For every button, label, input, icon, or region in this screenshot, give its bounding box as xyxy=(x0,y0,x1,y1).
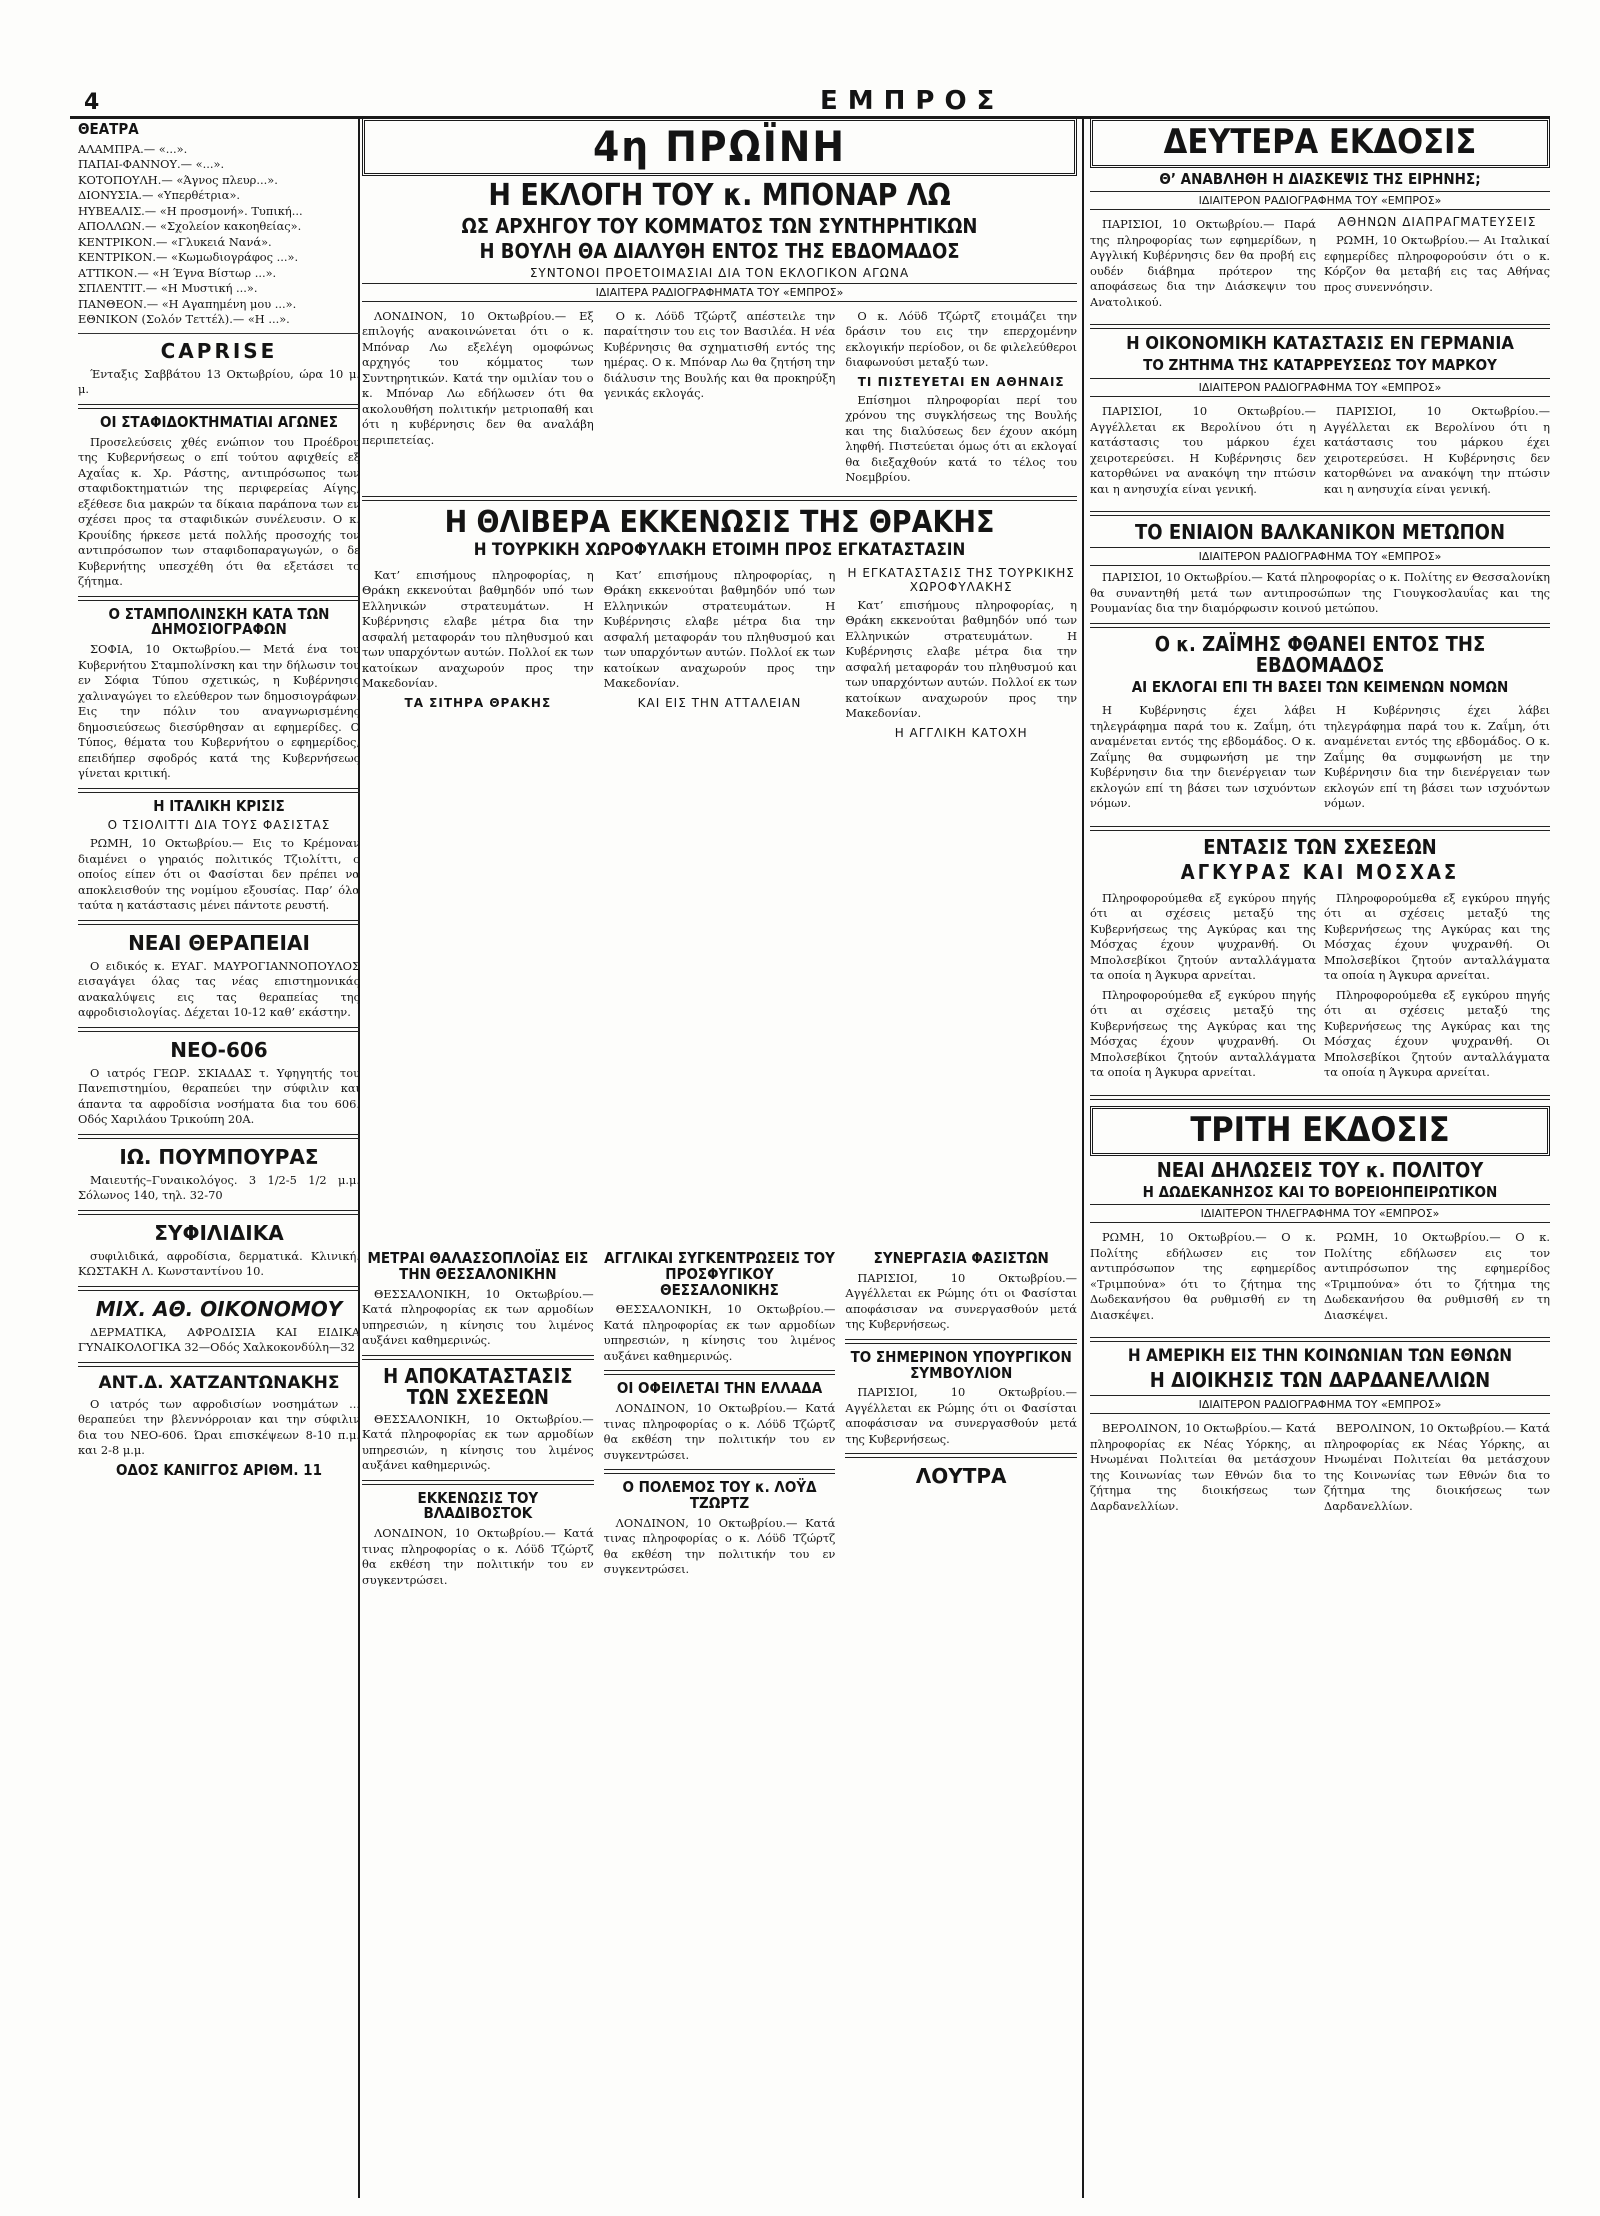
article-columns xyxy=(362,305,1077,490)
article-body: ΡΩΜΗ, 10 Οκτωβρίου.— Αι Ιταλικαί εφημερίδες πληροφορούσιν ότι ο κ. Κόρζον θα μεταβή εις τας Αθήνας προς συνεννόησιν. xyxy=(1324,233,1550,294)
article-heading: ΟΙ ΟΦΕΙΛΕΤΑΙ ΤΗΝ ΕΛΛΑΔΑ xyxy=(616,1379,823,1398)
page-number: 4 xyxy=(84,90,100,115)
article-body-col xyxy=(1324,213,1550,318)
article-heading: ΤΟ ΣΗΜΕΡΙΝΟΝ ΥΠΟΥΡΓΙΚΟΝ ΣΥΜΒΟΥΛΙΟΝ xyxy=(850,1347,1072,1382)
headline: Η ΘΛΙΒΕΡΑ ΕΚΚΕΝΩΣΙΣ ΤΗΣ ΘΡΑΚΗΣ xyxy=(444,504,995,540)
section-title: 4η ΠΡΩΪΝΗ xyxy=(592,122,847,171)
list-item: ΑΛΑΜΠΡΑ.— «...». xyxy=(78,141,188,156)
article-body: Η Κυβέρνησις έχει λάβει τηλεγράφημα παρά του κ. Ζαΐμη, ότι αναμένεται εντός της εβδομάδος. Ο κ. Ζαΐμης θα συμφωνήση με την Κυβέρνησιν δια την διενέργειαν των εκλογών επί τη βάσει των ισχυόντων νόμων. xyxy=(1324,703,1550,811)
article-heading: ΟΙ ΣΤΑΦΙΔΟΚΤΗΜΑΤΙΑΙ ΑΓΩΝΕΣ xyxy=(100,412,338,431)
article-heading: ΜΕΤΡΑΙ ΘΑΛΑΣΣΟΠΛΟΪΑΣ ΕΙΣ ΤΗΝ ΘΕΣΣΑΛΟΝΙΚΗΝ xyxy=(367,1249,589,1283)
section-banner xyxy=(1090,118,1550,168)
ad-text: Ο ειδικός κ. ΕΥΑΓ. ΜΑΥΡΟΓΙΑΝΝΟΠΟΥΛΟΣ εισαγάγει όλας τας νέας επιστημονικάς ανακαλύψεις εις τας θεραπείας της αφροδισιολογίας. Δέχεται 10-12 καθ’ εκάστην. xyxy=(78,958,360,1020)
article-col xyxy=(604,1247,836,1592)
ad-heading: ΝΕΟ-606 xyxy=(170,1037,268,1062)
article-body: ΠΑΡΙΣΙΟΙ, 10 Οκτωβρίου.— Παρά της πληροφορίας των εφημερίδων, η Αγγλική Κυβέρνησις δεν θα προβή εις ουδέν διάβημα πρότερον της αποφάσεως δια την Διάσκεψιν του Ανατολικού. xyxy=(1090,217,1316,309)
article-body: ΛΟΝΔΙΝΟΝ, 10 Οκτωβρίου.— Κατά τινας πληροφορίας ο κ. Λόϋδ Τζώρτζ θα εκθέση την πολιτικήν του εν συγκεντρώσει. xyxy=(603,1401,836,1462)
article-body: Επίσημοι πληροφορίαι περί του χρόνου της συγκλήσεως της Βουλής και της διαλύσεως δεν έχουν ακόμη ληφθή. Πιστεύεται όμως ότι αι εκλογαί θα διεξαχθούν κατά το τέλος του Νοεμβρίου. xyxy=(845,392,1077,485)
article-heading: Ο ΠΟΛΕΜΟΣ ΤΟΥ κ. ΛΟΫΔ ΤΖΩΡΤΖ xyxy=(622,1478,817,1512)
article-heading: ΣΥΝΕΡΓΑΣΙΑ ΦΑΣΙΣΤΩΝ xyxy=(873,1249,1049,1267)
article-body: ΛΟΝΔΙΝΟΝ, 10 Οκτωβρίου.— Κατά τινας πληροφορίας ο κ. Λόϋδ Τζώρτζ θα εκθέση την πολιτικήν του εν συγκεντρώσει. xyxy=(603,1515,836,1576)
article-subheading: Η ΔΩΔΕΚΑΝΗΣΟΣ ΚΑΙ ΤΟ ΒΟΡΕΙΟΗΠΕΙΡΩΤΙΚΟΝ xyxy=(1142,1182,1498,1201)
article-body: ΛΟΝΔΙΝΟΝ, 10 Οκτωβρίου.— Εξ επιλογής ανακοινώνεται ότι ο κ. Μπόναρ Λω εξελέγη ομοφώνως αρχηγός του κόμματος των Συντηρητικών. Κατά την ομιλίαν του ο κ. Μπόναρ Λω εδήλωσεν ότι θα ακολουθήση πολιτικήν μετριοπαθή και ότι η κυβέρνησις δεν θα αναλάβη περιπετείας. xyxy=(362,308,594,447)
ad-heading: ΣΥΦΙΛΙΔΙΚΑ xyxy=(154,1220,284,1245)
article-subheading: ΤΑ ΣΙΤΗΡΑ ΘΡΑΚΗΣ xyxy=(404,695,552,710)
article-body: ΡΩΜΗ, 10 Οκτωβρίου.— Εις το Κρέμοναν διαμένει ο γηραιός πολιτικός Τζιολίττι, ο οποίος είπεν ότι οι Φασίσται δεν πρέπει να αποκλεισθούν της νομίμου εξουσίας. Παρ’ όλα ταύτα η κατάστασις μένει πάντοτε ρευστή. xyxy=(78,836,360,913)
article-body: Κατ’ επισήμους πληροφορίας, η Θράκη εκκενούται βαθμηδόν υπό των Ελληνικών στρατευμάτων. Η Κυβέρνησις ελαβε μέτρα δια την ασφαλή μεταφοράν του πληθυσμού και των υπαρχόντων αυτών. Πολλοί εκ των κατοίκων αναχωρούν προς την Μακεδονίαν. xyxy=(845,597,1077,721)
section-banner xyxy=(362,118,1077,176)
article-body: ΒΕΡΟΛΙΝΟΝ, 10 Οκτωβρίου.— Κατά πληροφορίας εκ Νέας Υόρκης, αι Ηνωμέναι Πολιτείαι θα μετάσχουν της Κοινωνίας των Εθνών δια το ζήτημα της διοικήσεως των Δαρδανελλίων. xyxy=(1324,1421,1550,1513)
ad-heading: ΝΕΑΙ ΘΕΡΑΠΕΙΑΙ xyxy=(128,930,310,955)
headline-sub: Η ΒΟΥΛΗ ΘΑ ΔΙΑΛΥΘΗ ΕΝΤΟΣ ΤΗΣ ΕΒΔΟΜΑΔΟΣ xyxy=(479,238,960,263)
article-columns xyxy=(1090,1417,1550,1522)
left-column xyxy=(78,118,360,2198)
list-item: ΑΠΟΛΛΩΝ.— «Σχολείον κακοηθείας». xyxy=(78,219,302,234)
list-item: ΑΤΤΙΚΟΝ.— «Η Έγνα Βίστωρ ...». xyxy=(78,265,277,280)
article-body: ΠΑΡΙΣΙΟΙ, 10 Οκτωβρίου.— Κατά πληροφορίας ο κ. Πολίτης εν Θεσσαλονίκη θα συναντηθή μετά των αντιπροσώπων της Γιουγκοσλαυΐας και της Ρουμανίας δια την διαμόρφωσιν κοινού μετώπου. xyxy=(1090,570,1550,616)
caprise-heading: CAPRISE xyxy=(160,338,278,363)
ad-text: Ο ιατρός των αφροδισίων νοσημάτων ... θεραπεύει την βλεννόρροιαν και την σύφιλιν δια του ΝΕΟ-606. Ώραι επισκέψεων 8-10 π.μ. και 2-8 μ.μ. xyxy=(78,1396,360,1458)
article-subheading: ΑΘΗΝΩΝ ΔΙΑΠΡΑΓΜΑΤΕΥΣΕΙΣ xyxy=(1337,215,1537,230)
article-body: ΡΩΜΗ, 10 Οκτωβρίου.— Ο κ. Πολίτης εδήλωσεν εις τον αντιπρόσωπον της εφημερίδος «Τριμπούνα» ότι το ζήτημα της Δωδεκανήσου θα ρυθμισθή εν τη Διασκέψει. xyxy=(1324,1230,1550,1322)
article-body: ΛΟΝΔΙΝΟΝ, 10 Οκτωβρίου.— Κατά τινας πληροφορίας ο κ. Λόϋδ Τζώρτζ θα εκθέση την πολιτικήν του εν συγκεντρώσει. xyxy=(362,1526,594,1587)
section-banner xyxy=(1090,1106,1550,1156)
article-columns xyxy=(362,564,1077,742)
article-body: Πληροφορούμεθα εξ εγκύρου πηγής ότι αι σχέσεις μεταξύ της Κυβερνήσεως της Αγκύρας και της Μόσχας έχουν ψυχρανθή. Οι Μπολσεβίκοι ζητούν ανταλλάγματα τα οποία η Άγκυρα αρνείται. Πληροφορούμεθα εξ εγκύρου πηγής ότι αι σχέσεις μεταξύ της Κυβερνήσεως της Αγκύρας και της Μόσχας έχουν ψυχρανθή. Οι Μπολσεβίκοι ζητούν ανταλλάγματα τα οποία η Άγκυρα αρνείται. xyxy=(1090,890,1316,1080)
article-body: Η Κυβέρνησις έχει λάβει τηλεγράφημα παρά του κ. Ζαΐμη, ότι αναμένεται εντός της εβδομάδος. Ο κ. Ζαΐμης θα συμφωνήση με την Κυβέρνησιν δια την διενέργειαν των εκλογών επί τη βάσει των ισχυόντων νόμων. xyxy=(1090,703,1316,811)
list-item: ΚΕΝΤΡΙΚΟΝ.— «Γλυκειά Νανά». xyxy=(78,234,272,249)
article-body: Ο κ. Λόϋδ Τζώρτζ απέστειλε την παραίτησιν του εις τον Βασιλέα. Η νέα Κυβέρνησις θα σχηματισθή εντός της ημέρας. Ο κ. Μπόναρ Λω θα ζητήση την διάλυσιν της Βουλής και θα προκηρύξη γενικάς εκλογάς. xyxy=(603,308,836,401)
article-columns xyxy=(1090,699,1550,820)
kicker: ΙΔΙΑΙΤΕΡΟΝ ΡΑΔΙΟΓΡΑΦΗΜΑ ΤΟΥ «ΕΜΠΡΟΣ» xyxy=(1090,1395,1550,1414)
article-body: ΠΑΡΙΣΙΟΙ, 10 Οκτωβρίου.— Αγγέλλεται εκ Ρώμης ότι οι Φασίσται αποφάσισαν να συνεργασθούν μετά της Κυβερνήσεως. xyxy=(845,1270,1077,1332)
article-heading: Θ’ ΑΝΑΒΛΗΘΗ Η ΔΙΑΣΚΕΨΙΣ ΤΗΣ ΕΙΡΗΝΗΣ; xyxy=(1159,169,1481,188)
article-columns xyxy=(1090,213,1550,318)
article-body-col xyxy=(845,564,1077,742)
article-body: ΘΕΣΣΑΛΟΝΙΚΗ, 10 Οκτωβρίου.— Κατά πληροφορίας εκ των αρμοδίων υπηρεσιών, η κίνησις του λιμένος αυξάνει καθημερινώς. xyxy=(603,1302,836,1363)
headline-sub: Η ΤΟΥΡΚΙΚΗ ΧΩΡΟΦΥΛΑΚΗ ΕΤΟΙΜΗ ΠΡΟΣ ΕΓΚΑΤΑΣΤΑΣΙΝ xyxy=(473,540,966,561)
article-body: ΘΕΣΣΑΛΟΝΙΚΗ, 10 Οκτωβρίου.— Κατά πληροφορίας εκ των αρμοδίων υπηρεσιών, η κίνησις του λιμένος αυξάνει καθημερινώς. xyxy=(362,1411,594,1472)
paper-name: ΕΜΠΡΟΣ xyxy=(820,86,1005,116)
list-item: ΠΑΠΑΙ-ΦΑΝΝΟΥ.— «...». xyxy=(78,157,225,172)
article-columns xyxy=(1090,400,1550,505)
article-body: Προσελεύσεις χθές ενώπιον του Προέδρου της Κυβερνήσεως ο επί τούτου αφιχθείς εξ Αχαΐας κ. Χρ. Ράστης, αντιπρόσωπος των σταφιδοκτηματιών της περιφερείας Αίγης, εξέθεσε δια μακρών τα δίκαια παράπονα των εν σχέσει προς τα σταφιδικών συνέλευσιν. Ο κ. Κρουίδης ήρκεσε μετά πολλής προσοχής τον αντιπρόσωπον των σταφιδοπαραγωγών, ο δε Κυβερνήτης υπεσχέθη ότι θα εξετάσει το ζήτημα. xyxy=(78,434,360,588)
article-body: Κατ’ επισήμους πληροφορίας, η Θράκη εκκενούται βαθμηδόν υπό των Ελληνικών στρατευμάτων. Η Κυβέρνησις ελαβε μέτρα δια την ασφαλή μεταφοράν του πληθυσμού και των υπαρχόντων αυτών. Πολλοί εκ των κατοίκων αναχωρούν προς την Μακεδονίαν. ΚΑΙ ΕΙΣ ΤΗΝ ΑΤΤΑΛΕΙΑΝ xyxy=(603,567,836,710)
article-heading: Ο ΣΤΑΜΠΟΛΙΝΣΚΗ ΚΑΤΑ ΤΩΝ ΔΗΜΟΣΙΟΓΡΑΦΩΝ xyxy=(108,604,330,639)
article-subheading: Ο ΤΣΙΟΛΙΤΤΙ ΔΙΑ ΤΟΥΣ ΦΑΣΙΣΤΑΣ xyxy=(107,818,331,833)
article-columns xyxy=(1090,1226,1550,1331)
section-title: ΤΡΙΤΗ ΕΚΔΟΣΙΣ xyxy=(1190,1109,1450,1150)
article-subheading: ΚΑΙ ΕΙΣ ΤΗΝ ΑΤΤΑΛΕΙΑΝ xyxy=(637,695,802,710)
article-heading: Η ΑΠΟΚΑΤΑΣΤΑΣΙΣ ΤΩΝ ΣΧΕΣΕΩΝ xyxy=(383,1363,573,1409)
article-col xyxy=(845,1247,1077,1592)
article-body: ΠΑΡΙΣΙΟΙ, 10 Οκτωβρίου.— Αγγέλλεται εκ Ρώμης ότι οι Φασίσται αποφάσισαν να συνεργασθούν μετά της Κυβερνήσεως. xyxy=(845,1385,1077,1446)
ad-text: Μαιευτής–Γυναικολόγος. 3 1/2-5 1/2 μ.μ. Σόλωνος 140, τηλ. 32-70 xyxy=(78,1172,360,1203)
article-body: Ο κ. Λόϋδ Τζώρτζ ετοιμάζει την δράσιν του εις την επερχομένην εκλογικήν περίοδον, οι δε φιλελεύθεροι διαφωνούσι μεταξύ των. xyxy=(845,308,1077,370)
list-item: ΗΥΒΕΑΛΙΣ.— «Η προσμονή». Τυπική... xyxy=(78,203,303,218)
center-column xyxy=(362,118,1077,1243)
list-item: ΠΑΝΘΕΟΝ.— «Η Αγαπημένη μου ...». xyxy=(78,296,297,311)
article-heading: ΤΟ ΕΝΙΑΙΟΝ ΒΑΛΚΑΝΙΚΟΝ ΜΕΤΩΠΟΝ xyxy=(1134,520,1506,545)
list-item: ΕΘΝΙΚΟΝ (Σολόν Τεττέλ).— «Η ...». xyxy=(78,312,290,327)
list-item: ΔΙΟΝΥΣΙΑ.— «Υπερθέτρια». xyxy=(78,188,241,203)
caprise-text: Ένταξις Σαββάτου 13 Οκτωβρίου, ώρα 10 μ. μ. xyxy=(78,366,360,397)
article-heading: Η ΑΜΕΡΙΚΗ ΕΙΣ ΤΗΝ ΚΟΙΝΩΝΙΑΝ ΤΩΝ ΕΘΝΩΝ xyxy=(1127,1346,1513,1367)
ad-heading: ΛΟΥΤΡΑ xyxy=(915,1464,1007,1489)
article-heading: ΑΓΓΛΙΚΑΙ ΣΥΓΚΕΝΤΡΩΣΕΙΣ ΤΟΥ ΠΡΟΣΦΥΓΙΚΟΥ ΘΕΣΣΑΛΟΝΙΚΗΣ xyxy=(604,1249,835,1299)
article-subheading: ΑΙ ΕΚΛΟΓΑΙ ΕΠΙ ΤΗ ΒΑΣΕΙ ΤΩΝ ΚΕΙΜΕΝΩΝ ΝΟΜΩΝ xyxy=(1131,677,1509,696)
article-heading: Η ΙΤΑΛΙΚΗ ΚΡΙΣΙΣ xyxy=(153,796,285,815)
kicker: ΙΔΙΑΙΤΕΡΟΝ ΡΑΔΙΟΓΡΑΦΗΜΑ ΤΟΥ «ΕΜΠΡΟΣ» xyxy=(1090,547,1550,566)
headline-deck: ΣΥΝΤΟΝΟΙ ΠΡΟΕΤΟΙΜΑΣΙΑΙ ΔΙΑ ΤΟΝ ΕΚΛΟΓΙΚΟΝ ΑΓΩΝΑ xyxy=(529,265,910,280)
article-heading: ΕΚΚΕΝΩΣΙΣ ΤΟΥ ΒΛΑΔΙΒΟΣΤΟΚ xyxy=(417,1488,539,1523)
masthead xyxy=(70,86,1550,120)
ad-heading: ΙΩ. ΠΟΥΜΠΟΥΡΑΣ xyxy=(119,1144,319,1169)
headline-sub: ΩΣ ΑΡΧΗΓΟΥ ΤΟΥ ΚΟΜΜΑΤΟΣ ΤΩΝ ΣΥΝΤΗΡΗΤΙΚΩΝ xyxy=(461,213,978,238)
article-columns xyxy=(362,1247,1077,1592)
right-column xyxy=(1090,118,1550,2198)
article-body: ΣΟΦΙΑ, 10 Οκτωβρίου.— Μετά ένα του Κυβερνήτου Σταμπολίνσκη και την δήλωσιν του εν Σόφια Τύπου σχετικώς, η Κυβέρνησις χαλιναγώγει το ελεύθερον των δημοσιογράφων. Εις την πόλιν του αναγνωρισμένης δημοσιεύσεως διεσύρθησαν αι εφημερίδες. Ο Τύπος, θέματα του Κυβερνήτου ο εφημερίδος, επειδήπερ σφοδρός κατά της Κυβερνήσεως γίνεται κριτική. xyxy=(78,642,360,780)
list-item: ΚΕΝΤΡΙΚΟΝ.— «Κωμωδιογράφος ...». xyxy=(78,250,299,265)
column-divider xyxy=(1082,118,1084,2198)
ad-text: συφιλιδικά, αφροδίσια, δερματικά. Κλινική. ΚΩΣΤΑΚΗ Λ. Κωνσταντίνου 10. xyxy=(78,1248,360,1279)
article-body: ΠΑΡΙΣΙΟΙ, 10 Οκτωβρίου.— Αγγέλλεται εκ Βερολίνου ότι η κατάστασις του μάρκου έχει χειροτερεύσει. Η Κυβέρνησις δεν κατορθώνει να ανακόψη την πτώσιν και η ανησυχία είναι γενική. xyxy=(1324,404,1550,496)
center-lower xyxy=(362,1247,1077,2197)
ad-text: ΔΕΡΜΑΤΙΚΑ, ΑΦΡΟΔΙΣΙΑ ΚΑΙ ΕΙΔΙΚΑ ΓΥΝΑΙΚΟΛΟΓΙΚΑ 32—Οδός Χαλκοκονδύλη—32 xyxy=(78,1324,360,1355)
article-heading: Η ΟΙΚΟΝΟΜΙΚΗ ΚΑΤΑΣΤΑΣΙΣ ΕΝ ΓΕΡΜΑΝΙΑ xyxy=(1126,333,1514,355)
article-body: ΘΕΣΣΑΛΟΝΙΚΗ, 10 Οκτωβρίου.— Κατά πληροφορίας εκ των αρμοδίων υπηρεσιών, η κίνησις του λιμένος αυξάνει καθημερινώς. xyxy=(362,1286,594,1347)
article-subheading: Η ΕΓΚΑΤΑΣΤΑΣΙΣ ΤΗΣ ΤΟΥΡΚΙΚΗΣ ΧΩΡΟΦΥΛΑΚΗΣ xyxy=(847,565,1075,594)
ad-heading: ΑΝΤ.Δ. ΧΑΤΖΑΝΤΩΝΑΚΗΣ xyxy=(98,1372,340,1393)
article-heading: Ο κ. ΖΑΪΜΗΣ ΦΘΑΝΕΙ ΕΝΤΟΣ ΤΗΣ ΕΒΔΟΜΑΔΟΣ xyxy=(1154,631,1486,677)
list-item: ΚΟΤΟΠΟΥΛΗ.— «Άγνος πλευρ...». xyxy=(78,172,278,187)
section-title: ΔΕΥΤΕΡΑ ΕΚΔΟΣΙΣ xyxy=(1163,122,1477,162)
article-subheading: ΤΟ ΖΗΤΗΜΑ ΤΗΣ ΚΑΤΑΡΡΕΥΣΕΩΣ ΤΟΥ ΜΑΡΚΟΥ xyxy=(1143,356,1497,375)
article-subheading: ΤΙ ΠΙΣΤΕΥΕΤΑΙ ΕΝ ΑΘΗΝΑΙΣ xyxy=(857,374,1065,389)
headline: Η ΕΚΛΟΓΗ ΤΟΥ κ. ΜΠΟΝΑΡ ΛΩ xyxy=(488,178,951,214)
article-subheading: Η ΔΙΟΙΚΗΣΙΣ ΤΩΝ ΔΑΡΔΑΝΕΛΛΙΩΝ xyxy=(1149,1368,1491,1393)
article-subheading: Η ΑΓΓΛΙΚΗ ΚΑΤΟΧΗ xyxy=(894,725,1028,740)
kicker: ΙΔΙΑΙΤΕΡΟΝ ΡΑΔΙΟΓΡΑΦΗΜΑ ΤΟΥ «ΕΜΠΡΟΣ» xyxy=(1090,191,1550,210)
kicker: ΙΔΙΑΙΤΕΡΑ ΡΑΔΙΟΓΡΑΦΗΜΑΤΑ ΤΟΥ «ΕΜΠΡΟΣ» xyxy=(362,283,1077,302)
kicker: ΙΔΙΑΙΤΕΡΟΝ ΡΑΔΙΟΓΡΑΦΗΜΑ ΤΟΥ «ΕΜΠΡΟΣ» xyxy=(1090,378,1550,397)
theatre-list xyxy=(78,142,360,328)
ad-text: Ο ιατρός ΓΕΩΡ. ΣΚΙΑΔΑΣ τ. Υφηγητής του Πανεπιστημίου, θεραπεύει την σύφιλιν και άπαντα τα αφροδίσια νοσήματα δια του 606. Οδός Χαριλάου Τρικούπη 20Α. xyxy=(78,1065,360,1127)
article-columns xyxy=(1090,887,1550,1089)
article-col xyxy=(362,1247,594,1592)
article-body: ΡΩΜΗ, 10 Οκτωβρίου.— Ο κ. Πολίτης εδήλωσεν εις τον αντιπρόσωπον της εφημερίδος «Τριμπούνα» ότι το ζήτημα της Δωδεκανήσου θα ρυθμισθή εν τη Διασκέψει. xyxy=(1090,1230,1316,1322)
kicker: ΙΔΙΑΙΤΕΡΟΝ ΤΗΛΕΓΡΑΦΗΜΑ ΤΟΥ «ΕΜΠΡΟΣ» xyxy=(1090,1204,1550,1223)
article-body: ΠΑΡΙΣΙΟΙ, 10 Οκτωβρίου.— Αγγέλλεται εκ Βερολίνου ότι η κατάστασις του μάρκου έχει χειροτερεύσει. Η Κυβέρνησις δεν κατορθώνει να ανακόψη την πτώσιν και η ανησυχία είναι γενική. xyxy=(1090,404,1316,496)
list-item: ΣΠΛΕΝΤΙΤ.— «Η Μυστική ...». xyxy=(78,281,258,296)
article-body: ΒΕΡΟΛΙΝΟΝ, 10 Οκτωβρίου.— Κατά πληροφορίας εκ Νέας Υόρκης, αι Ηνωμέναι Πολιτείαι θα μετάσχουν της Κοινωνίας των Εθνών δια το ζήτημα της διοικήσεως των Δαρδανελλίων. xyxy=(1090,1421,1316,1513)
article-heading: ΕΝΤΑΣΙΣ ΤΩΝ ΣΧΕΣΕΩΝ xyxy=(1203,834,1437,859)
article-body: Κατ’ επισήμους πληροφορίας, η Θράκη εκκενούται βαθμηδόν υπό των Ελληνικών στρατευμάτων. Η Κυβέρνησις ελαβε μέτρα δια την ασφαλή μεταφοράν του πληθυσμού και των υπαρχόντων αυτών. Πολλοί εκ των κατοίκων αναχωρούν προς την Μακεδονίαν. ΤΑ ΣΙΤΗΡΑ ΘΡΑΚΗΣ xyxy=(362,567,594,710)
article-heading: ΝΕΑΙ ΔΗΛΩΣΕΙΣ ΤΟΥ κ. ΠΟΛΙΤΟΥ xyxy=(1156,1157,1484,1182)
article-subheading: ΑΓΚΥΡΑΣ ΚΑΙ ΜΟΣΧΑΣ xyxy=(1180,859,1460,884)
article-body-col xyxy=(845,305,1077,490)
theatre-heading: ΘΕΑΤΡΑ xyxy=(78,120,139,138)
article-body: Πληροφορούμεθα εξ εγκύρου πηγής ότι αι σχέσεις μεταξύ της Κυβερνήσεως της Αγκύρας και της Μόσχας έχουν ψυχρανθή. Οι Μπολσεβίκοι ζητούν ανταλλάγματα τα οποία η Άγκυρα αρνείται. Πληροφορούμεθα εξ εγκύρου πηγής ότι αι σχέσεις μεταξύ της Κυβερνήσεως της Αγκύρας και της Μόσχας έχουν ψυχρανθή. Οι Μπολσεβίκοι ζητούν ανταλλάγματα τα οποία η Άγκυρα αρνείται. xyxy=(1324,890,1550,1080)
ad-heading: ΜΙΧ. ΑΘ. ΟΙΚΟΝΟΜΟΥ xyxy=(95,1296,343,1321)
ad-footer: ΟΔΟΣ ΚΑΝΙΓΓΟΣ ΑΡΙΘΜ. 11 xyxy=(116,1460,322,1479)
